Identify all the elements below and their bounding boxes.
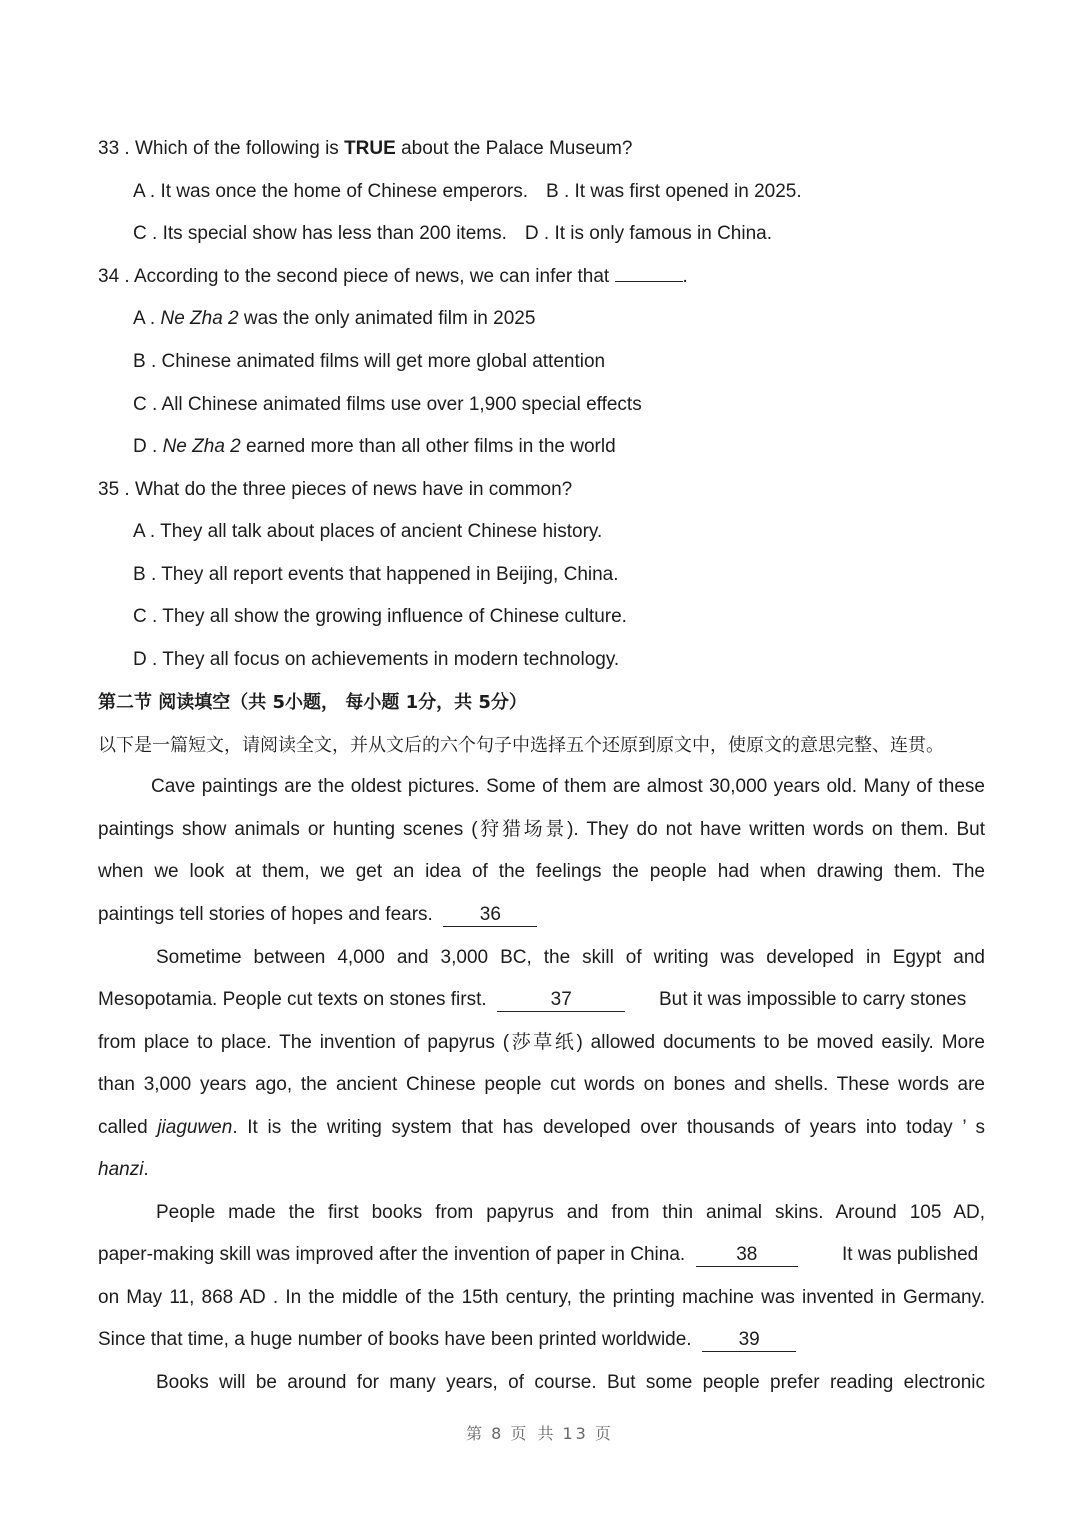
question-number: 33 — [98, 138, 120, 159]
passage-line: People made the first books from papyrus and from thin animal skins. Around 105 AD, — [156, 1202, 985, 1223]
option-letter: B — [133, 351, 146, 372]
footer-text: 页 共 — [510, 1424, 557, 1443]
option-letter: C — [133, 606, 147, 627]
option-d: It is only famous in China. — [554, 223, 772, 244]
passage-line — [98, 1158, 149, 1182]
option-text: Chinese animated films will get more global attention — [161, 351, 606, 372]
footer-text: 第 — [466, 1424, 486, 1443]
option-text: They all show the growing influence of Chinese culture. — [162, 606, 627, 627]
passage-line: Sometime between 4,000 and 3,000 BC, the skill of writing was developed in Egypt and — [156, 947, 985, 968]
answer-blank — [615, 281, 683, 282]
option-letter: D — [133, 649, 147, 670]
section-instruction: 以下是一篇短文，请阅读全文，并从文后的六个句子中选择五个还原到原文中，使原文的意思完整、连贯。 — [98, 735, 944, 756]
term-hanzi: hanzi — [98, 1159, 144, 1180]
passage-text: It was published — [842, 1244, 979, 1265]
option-text: They all focus on achievements in modern technology. — [162, 649, 620, 670]
option-text: was the only animated film in 2025 — [238, 308, 536, 329]
question-stem: Which of the following is — [134, 138, 345, 159]
option-text: All Chinese animated films use over 1,900 special effects — [161, 394, 642, 415]
option-d: D . Ne Zha 2 earned more than all other films in the world — [133, 436, 616, 457]
options-row-cd: C . Its special show has less than 200 items. D . It is only famous in China. — [133, 223, 772, 244]
passage-text: . — [143, 1159, 149, 1180]
current-page: 8 — [491, 1424, 505, 1443]
passage-text: . It is the writing system that has developed over thousands of years into today ’ s — [232, 1117, 985, 1138]
option-b: B . They all report events that happened in Beijing, China. — [133, 564, 619, 585]
option-a: A . They all talk about places of ancient Chinese history. — [133, 521, 603, 542]
option-d: D . They all focus on achievements in modern technology. — [133, 649, 620, 670]
passage-line: from place to place. The invention of papyrus (莎草纸) allowed documents to be moved easily. More — [98, 1032, 985, 1053]
question-number: 34 — [98, 266, 120, 287]
option-letter: B — [546, 181, 559, 202]
passage-line — [98, 1243, 798, 1267]
passage-line — [98, 1328, 796, 1352]
question-stem: What do the three pieces of news have in common? — [134, 479, 573, 500]
passage-text: paper-making skill was improved after the invention of paper in China. — [98, 1244, 686, 1265]
option-letter: C — [133, 223, 147, 244]
passage-text: Mesopotamia. People cut texts on stones first. — [98, 989, 487, 1010]
option-letter: A — [133, 308, 145, 329]
passage-line: Cave paintings are the oldest pictures. Some of them are almost 30,000 years old. Many of these — [151, 776, 985, 797]
question-stem: According to the second piece of news, we can infer that — [133, 266, 615, 287]
question-35: 35 . What do the three pieces of news have in common? — [98, 479, 573, 500]
blank-39[interactable]: 39 — [702, 1329, 796, 1352]
option-letter: B — [133, 564, 146, 585]
passage-text: Since that time, a huge number of books have been printed worldwide. — [98, 1329, 692, 1350]
total-pages: 13 — [562, 1424, 589, 1443]
passage-line — [98, 903, 537, 927]
passage-line: than 3,000 years ago, the ancient Chinese people cut words on bones and shells. These words are — [98, 1074, 985, 1095]
passage-line: paintings show animals or hunting scenes (狩猎场景). They do not have written words on them. But — [98, 819, 985, 840]
footer-text: 页 — [594, 1424, 614, 1443]
question-stem-bold: TRUE — [344, 138, 396, 159]
film-title: Ne Zha 2 — [162, 436, 241, 457]
question-stem-end: . — [682, 266, 688, 287]
option-letter: A — [133, 521, 145, 542]
option-a: It was once the home of Chinese emperors. — [160, 181, 528, 202]
blank-37[interactable]: 37 — [497, 989, 625, 1012]
passage-line — [98, 988, 625, 1012]
blank-38[interactable]: 38 — [696, 1244, 798, 1267]
option-c: Its special show has less than 200 items. — [162, 223, 507, 244]
passage-text: called — [98, 1117, 158, 1138]
option-b: B . Chinese animated films will get more global attention — [133, 351, 606, 372]
option-text: They all talk about places of ancient Chinese history. — [160, 521, 603, 542]
passage-text: paintings tell stories of hopes and fears. — [98, 904, 433, 925]
question-34: 34 . According to the second piece of news, we can infer that . — [98, 266, 688, 287]
option-letter: C — [133, 394, 147, 415]
option-c: C . All Chinese animated films use over 1,900 special effects — [133, 394, 642, 415]
passage-line — [98, 1116, 985, 1140]
passage-line: when we look at them, we get an idea of the feelings the people had when drawing them. The — [98, 861, 985, 882]
option-text: earned more than all other films in the world — [240, 436, 616, 457]
options-row-ab: A . It was once the home of Chinese emperors. B . It was first opened in 2025. — [133, 181, 802, 202]
page-footer — [0, 1421, 1080, 1444]
option-text: They all report events that happened in Beijing, China. — [161, 564, 619, 585]
question-33: 33 . Which of the following is TRUE about the Palace Museum? — [98, 138, 633, 159]
option-letter: D — [524, 223, 539, 244]
term-jiaguwen: jiaguwen — [157, 1117, 233, 1138]
option-letter: A — [133, 181, 145, 202]
passage-text: But it was impossible to carry stones — [659, 989, 967, 1010]
question-number: 35 — [98, 479, 120, 500]
film-title: Ne Zha 2 — [160, 308, 239, 329]
option-letter: D — [133, 436, 147, 457]
question-stem-end: about the Palace Museum? — [395, 138, 633, 159]
option-c: C . They all show the growing influence of Chinese culture. — [133, 606, 627, 627]
option-a: A . Ne Zha 2 was the only animated film in 2025 — [133, 308, 536, 329]
passage-line: on May 11, 868 AD . In the middle of the 15th century, the printing machine was invented in Germany. — [98, 1287, 985, 1308]
section-heading: 第二节 阅读填空（共 5小题， 每小题 1分，共 5分） — [98, 692, 527, 713]
blank-36[interactable]: 36 — [443, 904, 537, 927]
passage-line: Books will be around for many years, of course. But some people prefer reading electronic — [156, 1372, 985, 1393]
option-b: It was first opened in 2025. — [574, 181, 802, 202]
